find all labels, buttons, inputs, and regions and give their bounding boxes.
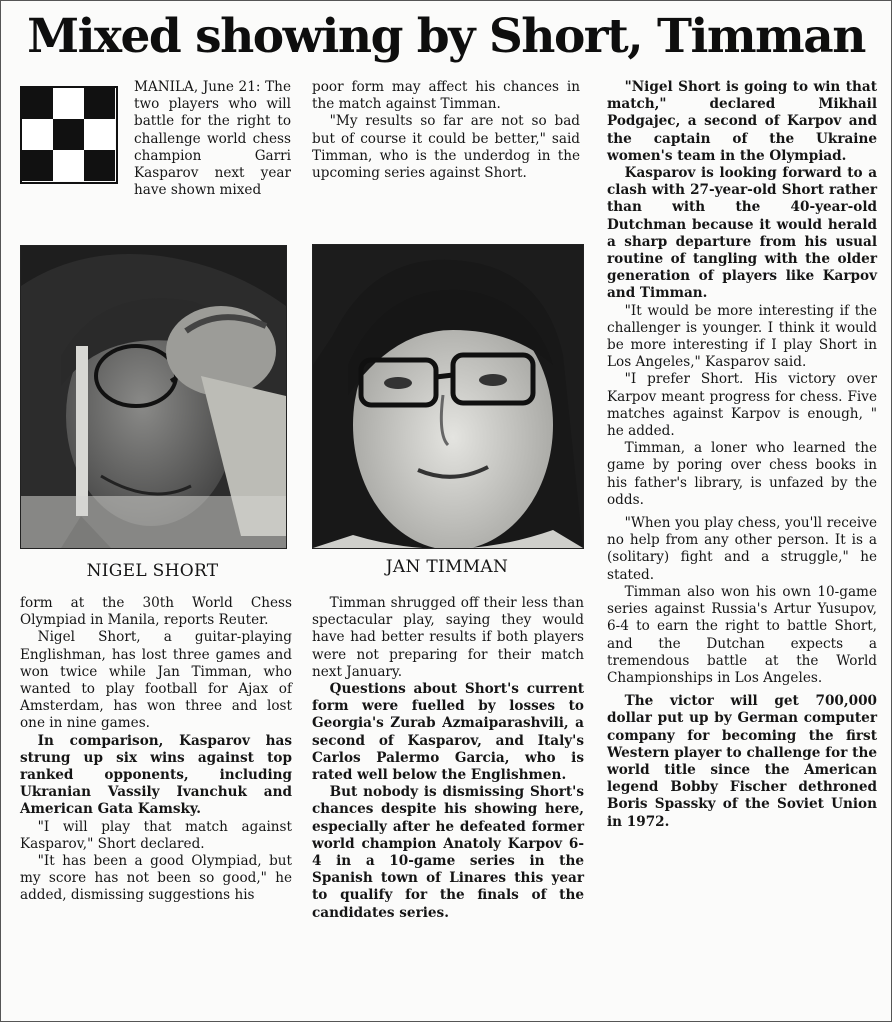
paragraph: "I will play that match against Kasparov," Short declared.: [20, 818, 292, 852]
portrait-short-image: [21, 246, 286, 548]
column-2-bottom: [312, 595, 584, 922]
paragraph: Timman also won his own 10-game series against Russia's Artur Yusupov, 6-4 to earn the right to battle Short, and the Dutchan expects a tremendous battle at the World Championships in Los Angeles.: [607, 583, 877, 686]
column-1-bottom: [20, 595, 292, 905]
paragraph: Nigel Short, a guitar-playing Englishman, has lost three games and won twice while Jan Timman, who wanted to play football for Ajax of Amsterdam, has won three and lost one in nine games.: [20, 629, 292, 732]
paragraph: "It would be more interesting if the challenger is younger. I think it would be more interesting if I play Short in Los Angeles," Kasparov said.: [607, 302, 877, 371]
paragraph: Kasparov is looking forward to a clash with 27-year-old Short rather than with the 40-year-old Dutchman because it would herald a sharp departure from his usual routine of tangling with the older generation of players like Karpov and Timman.: [607, 165, 877, 302]
paragraph: Timman, a loner who learned the game by poring over chess books in his father's library, is unfazed by the odds.: [607, 440, 877, 508]
caption-jan-timman: JAN TIMMAN: [385, 557, 509, 577]
paragraph: "I prefer Short. His victory over Karpov meant progress for chess. Five matches against Karpov is enough, " he added.: [607, 371, 877, 440]
paragraph: MANILA, June 21: The two players who will battle for the right to challenge world chess champion Garri Kasparov next year have shown mixed: [134, 79, 291, 199]
paragraph: Questions about Short's current form were fuelled by losses to Georgia's Zurab Azmaiparashvili, a second of Kasparov, and Italy's Carlos Palermo Garcia, who is rated well below the Englishmen.: [312, 681, 584, 784]
photo-jan-timman: [312, 244, 584, 549]
headline: Mixed showing by Short, Timman: [27, 9, 865, 64]
paragraph: Timman shrugged off their less than spectacular play, saying they would have had better results if both players were not preparing for their match next January.: [312, 595, 584, 680]
paragraph: In comparison, Kasparov has strung up six wins against top ranked opponents, including Ukranian Vassily Ivanchuk and American Gata Kamsky.: [20, 732, 292, 818]
paragraph: "When you play chess, you'll receive no help from any other person. It is a (solitary) fight and a struggle," he stated.: [607, 515, 877, 583]
paragraph: But nobody is dismissing Short's chances despite his showing here, especially after he defeated former world champion Anatoly Karpov 6-4 in a 10-game series in the Spanish town of Linares this year to qualify for the finals of the candidates series.: [312, 784, 584, 921]
paragraph: "It has been a good Olympiad, but my score has not been so good," he added, dismissing suggestions his: [20, 853, 292, 904]
paragraph: form at the 30th World Chess Olympiad in Manila, reports Reuter.: [20, 595, 292, 629]
photo-nigel-short: [20, 245, 287, 549]
paragraph: "Nigel Short is going to win that match," declared Mikhail Podgajec, a second of Karpov and the captain of the Ukraine women's team in the Olympiad.: [607, 79, 877, 164]
paragraph: poor form may affect his chances in the match against Timman.: [312, 79, 580, 113]
paragraph: The victor will get 700,000 dollar put up by German computer company for becoming the first Western player to challenge for the world title since the American legend Bobby Fischer dethroned Boris Spassky of the Soviet Union in 1972.: [607, 693, 877, 830]
column-3: [607, 79, 877, 831]
portrait-timman-image: [313, 245, 583, 548]
column-1-top: [134, 79, 291, 199]
paragraph: "My results so far are not so bad but of course it could be better," said Timman, who is the underdog in the upcoming series against Short.: [312, 113, 580, 182]
chessboard-logo: [20, 86, 118, 184]
column-2-top: [312, 79, 580, 182]
caption-nigel-short: NIGEL SHORT: [86, 561, 219, 581]
